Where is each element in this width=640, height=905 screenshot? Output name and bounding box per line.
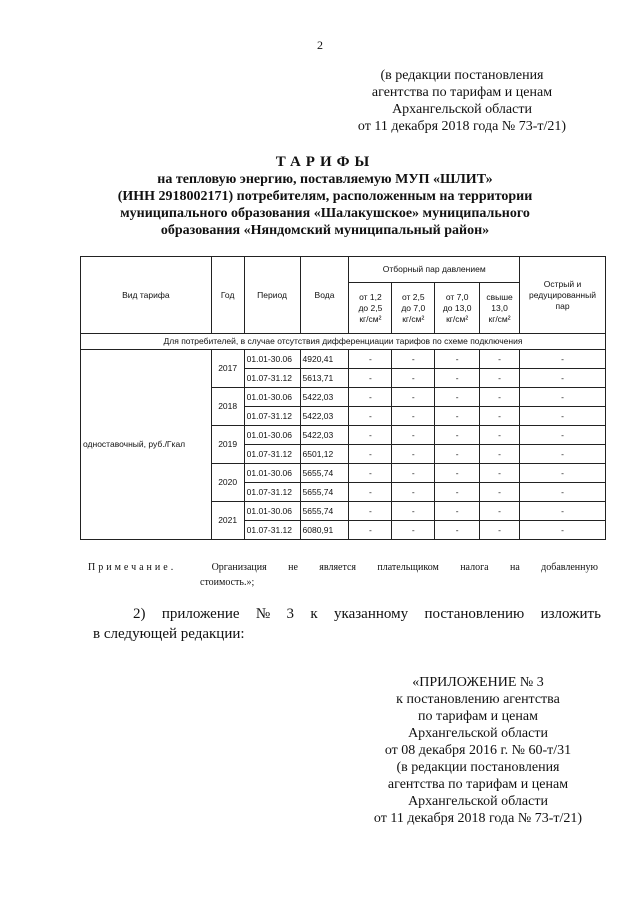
empty-value-cell: - — [480, 521, 520, 540]
paragraph-word: № — [255, 606, 271, 622]
note-word: не — [288, 562, 298, 573]
year-cell: 2017 — [211, 350, 244, 388]
paragraph-word: указанному — [334, 606, 409, 622]
header-steam-col: свыше 13,0 кг/см² — [480, 283, 520, 334]
empty-value-cell: - — [520, 407, 606, 426]
empty-value-cell: - — [349, 426, 392, 445]
header-water: Вода — [300, 257, 349, 334]
appendix-line: от 11 декабря 2018 года № 73-т/21) — [373, 811, 583, 826]
paragraph-word: 3 — [286, 606, 295, 622]
title-line: муниципального образования «Шалакушское» муниципального — [120, 206, 530, 221]
empty-value-cell: - — [480, 502, 520, 521]
appendix-line: агентства по тарифам и ценам — [387, 777, 569, 792]
empty-value-cell: - — [435, 502, 480, 521]
water-tariff-cell: 5655,74 — [300, 483, 349, 502]
edition-line: от 11 декабря 2018 года № 73-т/21) — [357, 119, 567, 134]
note-word: налога — [460, 562, 489, 573]
note-word: плательщиком — [377, 562, 439, 573]
title-line: на тепловую энергию, поставляемую МУП «ШЛИТ» — [157, 172, 493, 187]
empty-value-cell: - — [349, 350, 392, 369]
year-cell: 2021 — [211, 502, 244, 540]
paragraph-word: постановлению — [424, 606, 525, 622]
water-tariff-cell: 5422,03 — [300, 388, 349, 407]
empty-value-cell: - — [392, 426, 435, 445]
title-heading: ТАРИФЫ — [275, 154, 375, 170]
water-tariff-cell: 5655,74 — [300, 502, 349, 521]
empty-value-cell: - — [392, 521, 435, 540]
edition-note-top — [332, 67, 592, 135]
empty-value-cell: - — [392, 464, 435, 483]
header-sharp-steam: Острый и редуцированный пар — [520, 257, 606, 334]
empty-value-cell: - — [435, 388, 480, 407]
note-word: на — [510, 562, 520, 573]
header-steam-group: Отборный пар давлением — [349, 257, 520, 283]
period-cell: 01.07-31.12 — [244, 521, 300, 540]
period-cell: 01.07-31.12 — [244, 369, 300, 388]
note-label: Примечание. — [88, 562, 177, 573]
empty-value-cell: - — [435, 426, 480, 445]
paragraph-word: 2) — [133, 606, 146, 622]
appendix-line: по тарифам и ценам — [418, 709, 538, 724]
empty-value-cell: - — [349, 483, 392, 502]
water-tariff-cell: 6080,91 — [300, 521, 349, 540]
appendix-line: к постановлению агентства — [396, 692, 560, 707]
empty-value-cell: - — [392, 483, 435, 502]
empty-value-cell: - — [480, 407, 520, 426]
note-line-2: стоимость.»; — [200, 577, 255, 588]
empty-value-cell: - — [392, 445, 435, 464]
page-number: 2 — [317, 38, 323, 52]
paragraph-word: изложить — [540, 606, 601, 622]
empty-value-cell: - — [349, 502, 392, 521]
header-steam-col: от 1,2 до 2,5 кг/см² — [349, 283, 392, 334]
tariff-type-cell: одноставочный, руб./Гкал — [81, 350, 212, 540]
empty-value-cell: - — [480, 464, 520, 483]
period-cell: 01.01-30.06 — [244, 388, 300, 407]
edition-line: Архангельской области — [392, 102, 532, 117]
empty-value-cell: - — [480, 445, 520, 464]
empty-value-cell: - — [520, 369, 606, 388]
empty-value-cell: - — [392, 388, 435, 407]
appendix-line: Архангельской области — [408, 794, 548, 809]
table-row — [81, 350, 606, 369]
edition-line: агентства по тарифам и ценам — [371, 85, 553, 100]
title-line: (ИНН 2918002171) потребителям, расположенным на территории — [117, 189, 533, 204]
empty-value-cell: - — [480, 483, 520, 502]
paragraph-line-2: в следующей редакции: — [93, 626, 245, 642]
amendment-paragraph — [93, 604, 601, 644]
year-cell: 2019 — [211, 426, 244, 464]
empty-value-cell: - — [349, 521, 392, 540]
section-title-row: Для потребителей, в случае отсутствия дифференциации тарифов по схеме подключения — [81, 334, 606, 350]
empty-value-cell: - — [520, 483, 606, 502]
empty-value-cell: - — [435, 350, 480, 369]
empty-value-cell: - — [349, 445, 392, 464]
header-period: Период — [244, 257, 300, 334]
document-title — [90, 154, 560, 239]
empty-value-cell: - — [480, 426, 520, 445]
period-cell: 01.01-30.06 — [244, 464, 300, 483]
note-line-1 — [88, 560, 598, 575]
tariff-table — [80, 256, 606, 540]
empty-value-cell: - — [520, 426, 606, 445]
empty-value-cell: - — [435, 464, 480, 483]
empty-value-cell: - — [435, 483, 480, 502]
water-tariff-cell: 5655,74 — [300, 464, 349, 483]
empty-value-cell: - — [480, 369, 520, 388]
empty-value-cell: - — [435, 445, 480, 464]
empty-value-cell: - — [435, 407, 480, 426]
water-tariff-cell: 6501,12 — [300, 445, 349, 464]
empty-value-cell: - — [349, 464, 392, 483]
edition-line: (в редакции постановления — [380, 68, 544, 83]
header-tariff-type: Вид тарифа — [81, 257, 212, 334]
empty-value-cell: - — [349, 369, 392, 388]
empty-value-cell: - — [392, 407, 435, 426]
empty-value-cell: - — [392, 369, 435, 388]
paragraph-word: приложение — [161, 606, 240, 622]
period-cell: 01.01-30.06 — [244, 502, 300, 521]
appendix-line: Архангельской области — [408, 726, 548, 741]
empty-value-cell: - — [520, 464, 606, 483]
empty-value-cell: - — [349, 407, 392, 426]
empty-value-cell: - — [520, 521, 606, 540]
empty-value-cell: - — [349, 388, 392, 407]
period-cell: 01.07-31.12 — [244, 483, 300, 502]
period-cell: 01.01-30.06 — [244, 426, 300, 445]
header-year: Год — [211, 257, 244, 334]
empty-value-cell: - — [392, 502, 435, 521]
water-tariff-cell: 5613,71 — [300, 369, 349, 388]
water-tariff-cell: 4920,41 — [300, 350, 349, 369]
empty-value-cell: - — [480, 388, 520, 407]
water-tariff-cell: 5422,03 — [300, 407, 349, 426]
title-line: образования «Няндомский муниципальный район» — [160, 223, 490, 238]
header-steam-col: от 7,0 до 13,0 кг/см² — [435, 283, 480, 334]
empty-value-cell: - — [435, 369, 480, 388]
appendix-line: от 08 декабря 2016 г. № 60-т/31 — [384, 743, 572, 758]
appendix-block — [348, 674, 608, 827]
appendix-line: (в редакции постановления — [396, 760, 560, 775]
appendix-line: «ПРИЛОЖЕНИЕ № 3 — [412, 675, 544, 690]
header-steam-col: от 2,5 до 7,0 кг/см² — [392, 283, 435, 334]
paragraph-word: к — [310, 606, 318, 622]
empty-value-cell: - — [520, 502, 606, 521]
empty-value-cell: - — [435, 521, 480, 540]
empty-value-cell: - — [392, 350, 435, 369]
empty-value-cell: - — [480, 350, 520, 369]
note-word: добавленную — [541, 562, 598, 573]
note-word: Организация — [211, 562, 267, 573]
year-cell: 2020 — [211, 464, 244, 502]
paragraph-line-1 — [93, 604, 601, 624]
water-tariff-cell: 5422,03 — [300, 426, 349, 445]
empty-value-cell: - — [520, 350, 606, 369]
empty-value-cell: - — [520, 388, 606, 407]
year-cell: 2018 — [211, 388, 244, 426]
empty-value-cell: - — [520, 445, 606, 464]
period-cell: 01.07-31.12 — [244, 407, 300, 426]
note-word: является — [319, 562, 357, 573]
period-cell: 01.01-30.06 — [244, 350, 300, 369]
note — [88, 560, 598, 590]
period-cell: 01.07-31.12 — [244, 445, 300, 464]
